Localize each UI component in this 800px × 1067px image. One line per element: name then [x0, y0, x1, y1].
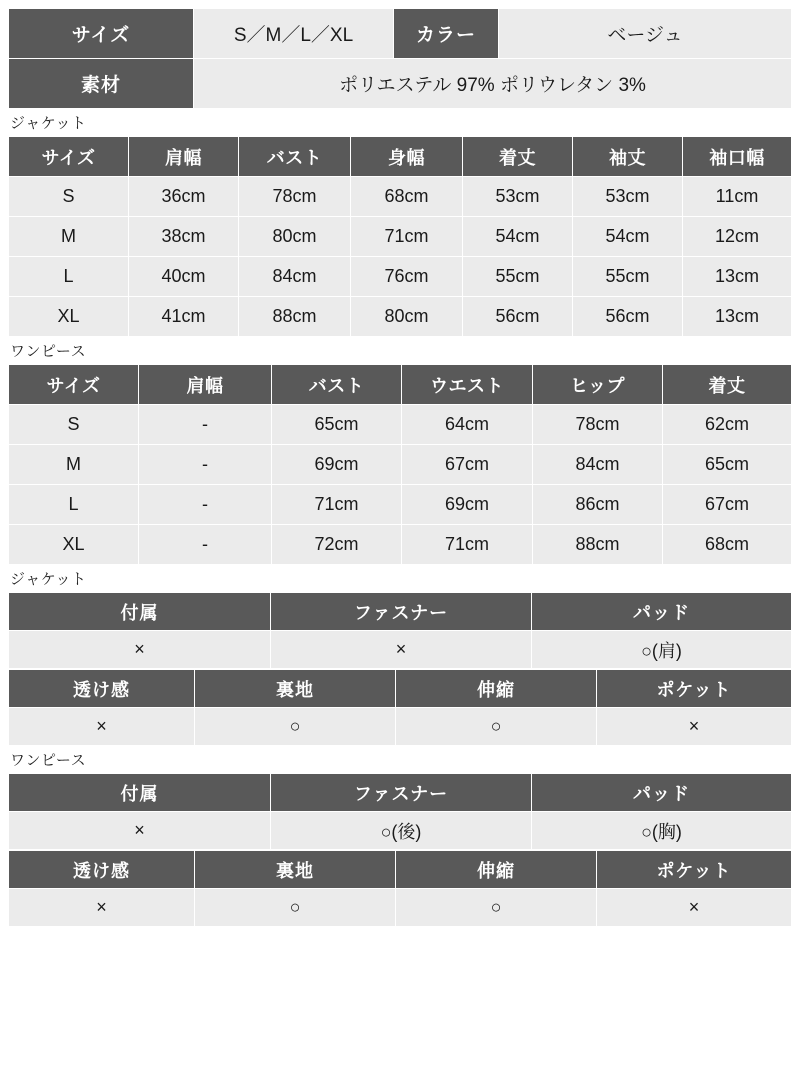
- row-label: S: [9, 405, 139, 445]
- col-header: 裏地: [195, 851, 396, 889]
- data-cell: ×: [597, 708, 792, 746]
- jacket-attr-label: ジャケット: [10, 571, 87, 588]
- col-header: 付属: [9, 593, 271, 631]
- data-cell: 78cm: [239, 177, 351, 217]
- spec-size-value: S／M／L／XL: [194, 9, 394, 59]
- data-cell: 84cm: [533, 445, 663, 485]
- col-header: ポケット: [597, 851, 792, 889]
- table-row: [9, 525, 792, 565]
- onepiece-attribute-table: [8, 773, 792, 850]
- data-cell: 76cm: [351, 257, 463, 297]
- data-cell: ×: [271, 631, 532, 669]
- col-header: 裏地: [195, 670, 396, 708]
- data-cell: 84cm: [239, 257, 351, 297]
- table-row: [9, 631, 792, 669]
- data-cell: ○: [195, 889, 396, 927]
- data-cell: -: [139, 405, 272, 445]
- data-cell: 54cm: [573, 217, 683, 257]
- onepiece-attr-label: ワンピース: [10, 752, 87, 769]
- jacket-size-label: ジャケット: [10, 115, 87, 132]
- row-label: M: [9, 217, 129, 257]
- data-cell: 69cm: [272, 445, 402, 485]
- data-cell: 55cm: [463, 257, 573, 297]
- data-cell: 53cm: [573, 177, 683, 217]
- row-label: L: [9, 485, 139, 525]
- data-cell: 55cm: [573, 257, 683, 297]
- data-cell: ×: [9, 889, 195, 927]
- table-row: [9, 405, 792, 445]
- col-header: 肩幅: [139, 365, 272, 405]
- table-row: [9, 59, 792, 109]
- data-cell: 12cm: [683, 217, 792, 257]
- spec-material-value: ポリエステル 97% ポリウレタン 3%: [194, 59, 792, 109]
- data-cell: 67cm: [402, 445, 533, 485]
- row-label: XL: [9, 525, 139, 565]
- data-cell: ×: [597, 889, 792, 927]
- col-header: ポケット: [597, 670, 792, 708]
- data-cell: 80cm: [351, 297, 463, 337]
- data-cell: 67cm: [663, 485, 792, 525]
- table-row: [9, 889, 792, 927]
- data-cell: 56cm: [463, 297, 573, 337]
- spec-color-header: カラー: [394, 9, 499, 59]
- data-cell: ○: [396, 889, 597, 927]
- table-row: [9, 593, 792, 631]
- col-header: バスト: [239, 137, 351, 177]
- data-cell: 78cm: [533, 405, 663, 445]
- data-cell: -: [139, 445, 272, 485]
- data-cell: 40cm: [129, 257, 239, 297]
- col-header: 透け感: [9, 670, 195, 708]
- onepiece-size-table: [8, 364, 792, 565]
- col-header: 伸縮: [396, 851, 597, 889]
- table-row: [9, 177, 792, 217]
- data-cell: 88cm: [239, 297, 351, 337]
- data-cell: 65cm: [663, 445, 792, 485]
- table-row: [9, 257, 792, 297]
- data-cell: 68cm: [351, 177, 463, 217]
- col-header: 伸縮: [396, 670, 597, 708]
- col-header: 袖口幅: [683, 137, 792, 177]
- table-row: [9, 217, 792, 257]
- col-header: 付属: [9, 774, 271, 812]
- table-row: [9, 851, 792, 889]
- col-header: 着丈: [663, 365, 792, 405]
- table-row: [9, 9, 792, 59]
- data-cell: ○: [396, 708, 597, 746]
- data-cell: 69cm: [402, 485, 533, 525]
- data-cell: 53cm: [463, 177, 573, 217]
- col-header: 着丈: [463, 137, 573, 177]
- data-cell: 86cm: [533, 485, 663, 525]
- col-header: 肩幅: [129, 137, 239, 177]
- table-row: [9, 485, 792, 525]
- jacket-attribute-table: [8, 592, 792, 669]
- product-spec-table: [8, 8, 792, 109]
- data-cell: 56cm: [573, 297, 683, 337]
- col-header: サイズ: [9, 137, 129, 177]
- col-header: パッド: [532, 593, 792, 631]
- col-header: ウエスト: [402, 365, 533, 405]
- row-label: S: [9, 177, 129, 217]
- data-cell: 54cm: [463, 217, 573, 257]
- jacket-size-table: [8, 136, 792, 337]
- table-row: [9, 812, 792, 850]
- data-cell: 64cm: [402, 405, 533, 445]
- col-header: 透け感: [9, 851, 195, 889]
- data-cell: 80cm: [239, 217, 351, 257]
- data-cell: 71cm: [272, 485, 402, 525]
- col-header: パッド: [532, 774, 792, 812]
- row-label: L: [9, 257, 129, 297]
- table-row: [9, 708, 792, 746]
- table-row: [9, 297, 792, 337]
- data-cell: 65cm: [272, 405, 402, 445]
- onepiece-size-label: ワンピース: [10, 343, 87, 360]
- col-header: ファスナー: [271, 774, 532, 812]
- data-cell: ○: [195, 708, 396, 746]
- col-header: サイズ: [9, 365, 139, 405]
- data-cell: 62cm: [663, 405, 792, 445]
- spec-size-header: サイズ: [9, 9, 194, 59]
- row-label: XL: [9, 297, 129, 337]
- data-cell: ○(胸): [532, 812, 792, 850]
- col-header: ファスナー: [271, 593, 532, 631]
- col-header: 身幅: [351, 137, 463, 177]
- table-row: [9, 137, 792, 177]
- data-cell: ×: [9, 708, 195, 746]
- data-cell: 13cm: [683, 297, 792, 337]
- data-cell: 36cm: [129, 177, 239, 217]
- data-cell: ×: [9, 812, 271, 850]
- jacket-attribute-table-2: [8, 669, 792, 746]
- onepiece-attribute-table-2: [8, 850, 792, 927]
- table-row: [9, 670, 792, 708]
- col-header: バスト: [272, 365, 402, 405]
- data-cell: 71cm: [351, 217, 463, 257]
- data-cell: 41cm: [129, 297, 239, 337]
- table-row: [9, 774, 792, 812]
- data-cell: ×: [9, 631, 271, 669]
- table-row: [9, 365, 792, 405]
- data-cell: -: [139, 485, 272, 525]
- data-cell: ○(後): [271, 812, 532, 850]
- data-cell: 11cm: [683, 177, 792, 217]
- data-cell: 68cm: [663, 525, 792, 565]
- data-cell: 71cm: [402, 525, 533, 565]
- table-row: [9, 445, 792, 485]
- spec-material-header: 素材: [9, 59, 194, 109]
- row-label: M: [9, 445, 139, 485]
- spec-color-value: ベージュ: [499, 9, 792, 59]
- col-header: 袖丈: [573, 137, 683, 177]
- data-cell: 72cm: [272, 525, 402, 565]
- data-cell: 88cm: [533, 525, 663, 565]
- col-header: ヒップ: [533, 365, 663, 405]
- data-cell: 38cm: [129, 217, 239, 257]
- data-cell: 13cm: [683, 257, 792, 297]
- data-cell: -: [139, 525, 272, 565]
- data-cell: ○(肩): [532, 631, 792, 669]
